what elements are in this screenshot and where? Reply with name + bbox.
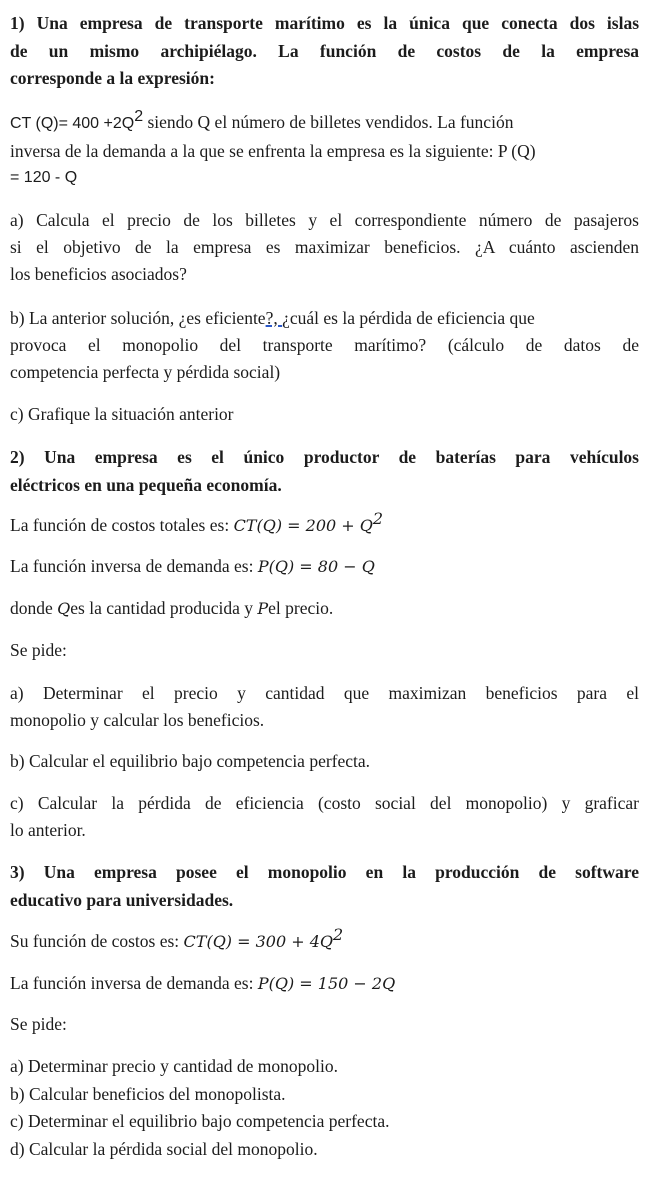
problem-3-a: a) Determinar precio y cantidad de monopolio. bbox=[10, 1056, 339, 1076]
problem-1-b-text-pre: b) La anterior solución, ¿es eficiente bbox=[10, 308, 266, 328]
problem-1-title-line-1: 1) Una empresa de transporte marítimo es la única que conecta dos islas bbox=[10, 13, 639, 33]
problem-1-b-text-post: ¿cuál es la pérdida de eficiencia que bbox=[282, 308, 535, 328]
problem-3-cost-exponent: 2 bbox=[333, 925, 344, 945]
problem-2-where-q: Q bbox=[57, 599, 71, 618]
problem-2-where-post: el precio. bbox=[268, 598, 334, 618]
problem-2-c-line-2: lo anterior. bbox=[10, 820, 86, 840]
problem-2-cost-line bbox=[10, 509, 639, 537]
problem-1-b-line-3: competencia perfecta y pérdida social) bbox=[10, 362, 281, 382]
problem-2-title-line-1: 2) Una empresa es el único productor de baterías para vehículos bbox=[10, 447, 639, 467]
problem-1-cost-description: siendo Q el número de billetes vendidos. La función bbox=[143, 112, 514, 132]
problem-3-demand-line bbox=[10, 972, 639, 995]
problem-1-cost-line bbox=[10, 108, 639, 135]
problem-1-a-line-1: a) Calcula el precio de los billetes y el correspondiente número de pasajeros bbox=[10, 210, 639, 230]
problem-2-where-line bbox=[10, 597, 639, 620]
problem-3-title-line-2: educativo para universidades. bbox=[10, 890, 234, 910]
problem-3-demand-label: La función inversa de demanda es: bbox=[10, 973, 258, 993]
problem-1-title-line-3: corresponde a la expresión: bbox=[10, 68, 215, 88]
problem-3-b: b) Calcular beneficios del monopolista. bbox=[10, 1084, 286, 1104]
problem-2-where-mid: es la cantidad producida y bbox=[70, 598, 258, 618]
problem-2-demand-line bbox=[10, 555, 639, 578]
problem-1-cost-function: CT (Q)= 400 +2Q bbox=[10, 115, 135, 132]
problem-2-a-line-2: monopolio y calcular los beneficios. bbox=[10, 710, 265, 730]
problem-3-c: c) Determinar el equilibrio bajo competencia perfecta. bbox=[10, 1111, 390, 1131]
problem-3-d: d) Calcular la pérdida social del monopolio. bbox=[10, 1139, 318, 1159]
problem-1-b-line-1 bbox=[10, 307, 639, 329]
problem-1-inverse-demand-line: inversa de la demanda a la que se enfrenta la empresa es la siguiente: P (Q) bbox=[10, 141, 536, 161]
problem-2-b: b) Calcular el equilibrio bajo competencia perfecta. bbox=[10, 751, 371, 771]
problem-2-se-pide: Se pide: bbox=[10, 640, 67, 660]
problem-2-where-pre: donde bbox=[10, 598, 58, 618]
problem-2-cost-label: La función de costos totales es: bbox=[10, 515, 234, 535]
problem-1-b-underlined-mark: ?, bbox=[265, 308, 283, 328]
problem-1-cost-exponent: 2 bbox=[134, 108, 144, 126]
problem-2-a-line-1: a) Determinar el precio y cantidad que maximizan beneficios para el bbox=[10, 683, 639, 703]
problem-2-cost-formula: CT(Q) = 200 + Q bbox=[233, 516, 373, 535]
problem-3-cost-formula: CT(Q) = 300 + 4Q bbox=[183, 932, 334, 951]
problem-2-demand-label: La función inversa de demanda es: bbox=[10, 556, 258, 576]
problem-2-title-line-2: eléctricos en una pequeña economía. bbox=[10, 475, 282, 495]
problem-1-a-line-3: los beneficios asociados? bbox=[10, 264, 187, 284]
problem-3-demand-formula: P(Q) = 150 − 2Q bbox=[257, 974, 396, 993]
problem-1-title-line-2: de un mismo archipiélago. La función de costos de la empresa bbox=[10, 41, 639, 61]
problem-3-se-pide: Se pide: bbox=[10, 1014, 67, 1034]
problem-3-title-line-1: 3) Una empresa posee el monopolio en la producción de software bbox=[10, 862, 639, 882]
problem-1-b-line-2: provoca el monopolio del transporte marítimo? (cálculo de datos de bbox=[10, 335, 639, 355]
problem-2-where-p: P bbox=[257, 599, 269, 618]
problem-1-c: c) Grafique la situación anterior bbox=[10, 404, 234, 424]
problem-1-inverse-demand-expression: = 120 - Q bbox=[10, 169, 78, 186]
problem-3-cost-line bbox=[10, 925, 639, 953]
problem-1-a-line-2: si el objetivo de la empresa es maximizar beneficios. ¿A cuánto ascienden bbox=[10, 237, 639, 257]
problem-2-cost-exponent: 2 bbox=[372, 509, 384, 529]
problem-2-demand-formula: P(Q) = 80 − Q bbox=[257, 557, 375, 576]
problem-2-c-line-1: c) Calcular la pérdida de eficiencia (costo social del monopolio) y graficar bbox=[10, 793, 639, 813]
problem-3-cost-label: Su función de costos es: bbox=[10, 931, 184, 951]
